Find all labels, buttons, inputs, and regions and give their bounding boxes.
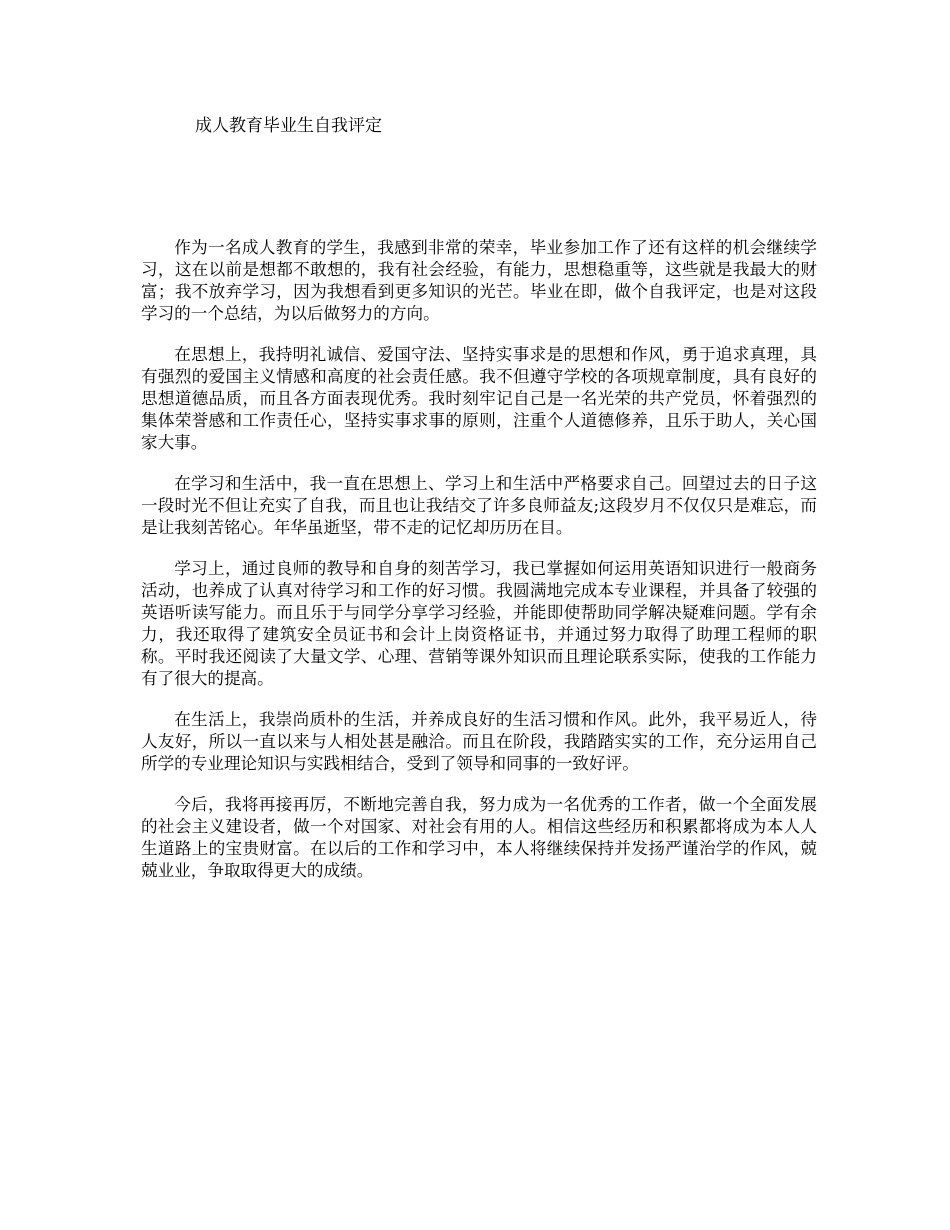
paragraph-learning: 学习上，通过良师的教导和自身的刻苦学习，我已掌握如何运用英语知识进行一般商务活动，也养成了认真对待学习和工作的好习惯。我圆满地完成本专业课程，并具备了较强的英语听读写能力。而且乐于与同学分享学习经验，并能即使帮助同学解决疑难问题。学有余力，我还取得了建筑安全员证书和会计上岗资格证书，并通过努力取得了助理工程师的职称。平时我还阅读了大量文学、心理、营销等课外知识而且理论联系实际，使我的工作能力有了很大的提高。 xyxy=(141,559,817,688)
paragraph-future: 今后，我将再接再厉，不断地完善自我，努力成为一名优秀的工作者，做一个全面发展的社会主义建设者，做一个对国家、对社会有用的人。相信这些经历和积累都将成为本人人生道路上的宝贵财富。在以后的工作和学习中，本人将继续保持并发扬严谨治学的作风，兢兢业业，争取取得更大的成绩。 xyxy=(141,795,817,880)
paragraph-intro: 作为一名成人教育的学生，我感到非常的荣幸，毕业参加工作了还有这样的机会继续学习，这在以前是想都不敢想的，我有社会经验，有能力，思想稳重等，这些就是我最大的财富；我不放弃学习，因为我想看到更多知识的光芒。毕业在即，做个自我评定，也是对这段学习的一个总结，为以后做努力的方向。 xyxy=(141,238,817,323)
paragraph-study-and-life: 在学习和生活中，我一直在思想上、学习上和生活中严格要求自己。回望过去的日子这一段时光不但让充实了自我，而且也让我结交了许多良师益友;这段岁月不仅仅只是难忘，而是让我刻苦铭心。年华虽逝坚，带不走的记忆却历历在目。 xyxy=(141,474,817,537)
paragraph-living: 在生活上，我崇尚质朴的生活，并养成良好的生活习惯和作风。此外，我平易近人，待人友好，所以一直以来与人相处甚是融洽。而且在阶段，我踏踏实实的工作，充分运用自己所学的专业理论知识与实践相结合，受到了领导和同事的一致好评。 xyxy=(141,710,817,773)
document-body xyxy=(141,237,817,901)
document-title: 成人教育毕业生自我评定 xyxy=(195,116,382,136)
paragraph-ideology: 在思想上，我持明礼诚信、爱国守法、坚持实事求是的思想和作风，勇于追求真理，具有强烈的爱国主义情感和高度的社会责任感。我不但遵守学校的各项规章制度，具有良好的思想道德品质，而且各方面表现优秀。我时刻牢记自己是一名光荣的共产党员，怀着强烈的集体荣誉感和工作责任心，坚持实事求事的原则，注重个人道德修养，且乐于助人，关心国家大事。 xyxy=(141,345,817,452)
